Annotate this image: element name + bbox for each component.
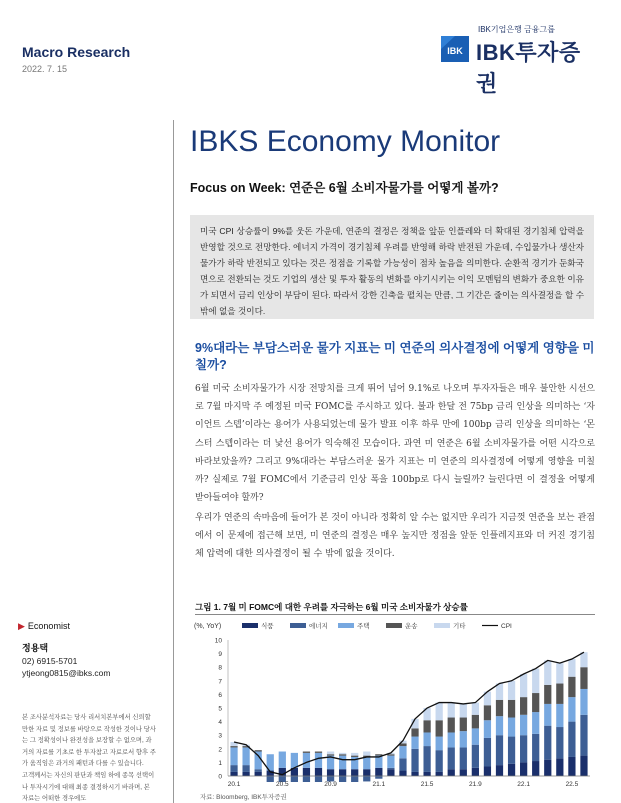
bar-segment-3 (568, 677, 575, 697)
bar-segment-3 (411, 728, 418, 736)
bar-segment-3 (508, 700, 515, 718)
author-email: ytjeong0815@ibks.com (22, 668, 111, 678)
bar-segment-1 (448, 747, 455, 769)
bar-segment-0 (556, 758, 563, 776)
bar-segment-0 (315, 768, 322, 776)
bar-segment-2 (303, 753, 310, 768)
bar-segment-2 (363, 757, 370, 769)
bar-segment-1 (267, 776, 274, 782)
bar-segment-1 (484, 738, 491, 767)
bar-segment-2 (532, 712, 539, 734)
author-phone: 02) 6915-5701 (22, 656, 78, 666)
bar-segment-1 (242, 765, 249, 772)
bar-segment-0 (508, 764, 515, 776)
bar-segment-0 (327, 769, 334, 776)
logo-mark-text: IBK (447, 46, 463, 56)
bar-segment-0 (375, 768, 382, 776)
bar-segment-0 (399, 771, 406, 776)
bar-segment-0 (351, 769, 358, 776)
legend-label-4: 기타 (453, 623, 466, 630)
logo-mark-icon (438, 34, 472, 64)
bar-segment-3 (448, 718, 455, 733)
y-tick-label: 5 (218, 705, 222, 713)
bar-segment-1 (387, 768, 394, 769)
triangle-bullet-icon: ▶ (18, 621, 25, 631)
bar-segment-0 (544, 760, 551, 776)
bar-segment-3 (423, 720, 430, 732)
bar-segment-3 (230, 746, 237, 747)
bar-segment-4 (436, 703, 443, 721)
bar-segment-1 (496, 735, 503, 765)
bar-segment-4 (327, 752, 334, 755)
bar-segment-4 (520, 674, 527, 697)
bar-segment-1 (303, 776, 310, 782)
bar-segment-2 (568, 697, 575, 721)
bar-segment-4 (580, 652, 587, 667)
bar-segment-2 (580, 689, 587, 715)
y-tick-label: 1 (218, 759, 222, 767)
cpi-line (234, 652, 584, 774)
bar-segment-0 (255, 772, 262, 776)
bar-segment-4 (472, 703, 479, 715)
x-tick-label: 22.5 (565, 781, 579, 788)
bar-segment-1 (568, 722, 575, 757)
legend-label-3: 운송 (405, 623, 418, 630)
bar-segment-2 (242, 747, 249, 765)
bar-segment-1 (291, 776, 298, 782)
bar-segment-4 (532, 669, 539, 693)
bar-segment-3 (255, 750, 262, 751)
y-tick-label: 0 (218, 773, 222, 781)
disclaimer (22, 712, 156, 803)
legend-label-1: 에너지 (309, 623, 328, 630)
bar-segment-3 (351, 756, 358, 757)
bar-segment-3 (339, 754, 346, 755)
bar-segment-1 (363, 776, 370, 781)
y-tick-label: 4 (218, 719, 222, 727)
bar-segment-0 (520, 762, 527, 776)
figure-source: 자료: Bloomberg, IBK투자증권 (200, 794, 287, 801)
legend-label-0: 식품 (261, 623, 274, 630)
bar-segment-1 (411, 749, 418, 772)
bar-segment-0 (472, 768, 479, 776)
column-divider (173, 120, 174, 803)
bar-segment-3 (556, 684, 563, 704)
bar-segment-2 (315, 753, 322, 768)
bar-segment-3 (544, 685, 551, 704)
bar-segment-3 (484, 705, 491, 720)
bar-segment-1 (460, 747, 467, 769)
focus-headline: Focus on Week: 연준은 6월 소비자물가를 어떻게 볼까? (190, 181, 499, 195)
y-tick-label: 8 (218, 664, 222, 672)
bar-segment-0 (230, 772, 237, 776)
bar-segment-1 (399, 758, 406, 770)
bar-segment-3 (375, 754, 382, 755)
bar-segment-2 (423, 732, 430, 746)
bar-segment-2 (279, 752, 286, 768)
bar-segment-1 (230, 765, 237, 772)
bar-segment-1 (351, 776, 358, 782)
bar-segment-4 (544, 660, 551, 684)
y-tick-label: 6 (218, 691, 222, 699)
legend-label-cpi: CPI (501, 623, 512, 630)
bar-segment-3 (436, 720, 443, 736)
x-tick-label: 22.1 (517, 781, 530, 788)
bar-segment-2 (448, 732, 455, 747)
bar-segment-2 (387, 756, 394, 768)
logo-tagline: IBK기업은행 금융그룹 (478, 25, 555, 34)
legend-swatch-2 (338, 623, 354, 628)
body-paragraph-1: 6월 미국 소비자물가가 시장 전망치를 크게 뛰어 넘어 9.1%로 나오며 투자자들은 매우 불안한 시선으로 7월 마지막 주 예정된 미국 FOMC를 주시하고 있다. 불과 한달 전 75bp 금리 인상을 의미하는 ‘자이언트 스텝’이라는 용어가 사용되었는데 물가 발표 이후 하루 만에 100bp 금리 인상을 의미하는 ‘몬스터 스텝이라는 더 낯선 용어가 익숙해진 모습이다. 과연 미 연준은 6월 소비자물가를 어떤 시각으로 바라보았을까? 그리고 9%대라는 부담스러운 물가 지표는 미 연준의 의사결정에 어떻게 영향을 미칠까? 실제로 7월 FOMC에서 기준금리 인상 폭을 100bp로 다시 늘릴까? 늘린다면 이 결정을 어떻게 받아들여야 할까? (195, 384, 595, 504)
bar-segment-2 (556, 704, 563, 727)
bar-segment-3 (303, 752, 310, 753)
bar-segment-3 (520, 697, 527, 715)
bar-segment-4 (568, 659, 575, 677)
bar-segment-3 (496, 700, 503, 716)
report-date: 2022. 7. 15 (22, 64, 68, 74)
bar-segment-0 (568, 757, 575, 776)
bar-segment-3 (532, 693, 539, 712)
bar-segment-2 (484, 720, 491, 738)
disclaimer-paragraph-2: 고객께서는 자신의 판단과 책임 하에 종목 선택이나 투자시기에 대해 최종 결정하시기 바라며, 본 자료는 어떠한 경우에도 (22, 771, 155, 803)
author-role-label: Economist (27, 621, 70, 631)
bar-segment-1 (255, 769, 262, 772)
report-title: IBKS Economy Monitor (190, 125, 501, 158)
bar-segment-1 (423, 746, 430, 772)
bar-segment-3 (460, 718, 467, 732)
bar-segment-2 (230, 747, 237, 765)
bar-segment-3 (580, 667, 587, 689)
bar-segment-4 (351, 753, 358, 756)
bar-segment-2 (508, 718, 515, 737)
body-paragraph-2: 우리가 연준의 속마음에 들어가 본 것이 아니라 정확히 알 수는 없지만 우리가 지금껏 연준을 보는 관점에서 이 문제에 접근해 보면, 미 연준의 결정은 매우 높지만 정점을 앞둔 인플레지표와 더 커진 경기침체 압력에 대한 의사결정이 될 수 밖에 없을 것이다. (195, 513, 595, 560)
bar-segment-3 (387, 754, 394, 755)
y-tick-label: 9 (218, 651, 222, 659)
bar-segment-0 (363, 769, 370, 776)
bar-segment-3 (327, 754, 334, 755)
figure-title: 그림 1. 7월 미 FOMC에 대한 우려를 자극하는 6월 미국 소비자물가 상승률 (195, 602, 468, 612)
bar-segment-1 (339, 776, 346, 782)
y-tick-label: 3 (218, 732, 222, 740)
cpi-chart (190, 616, 600, 792)
bar-segment-1 (544, 726, 551, 760)
y-tick-label: 10 (214, 637, 222, 645)
x-tick-label: 21.5 (420, 781, 434, 788)
bar-segment-1 (556, 727, 563, 758)
bar-segment-0 (436, 772, 443, 776)
bar-segment-2 (496, 716, 503, 735)
figure-rule (195, 614, 595, 615)
x-tick-label: 20.1 (227, 781, 241, 788)
bar-segment-2 (544, 704, 551, 726)
bar-segment-0 (484, 766, 491, 776)
summary-box: 미국 CPI 상승률이 9%를 웃돈 가운데, 연준의 결정은 정책을 앞둔 인플레와 더 확대된 경기침체 압력을 반영할 것으로 전망한다. 에너지 가격이 경기침체 우려를 반영해 하락 반전된 가운데, 수입물가나 생산자물가가 하락 반전되고 있다는 것은 정점을 기록할 가능성이 점차 높음을 의미한다. 순환적 경기가 둔화국면으로 전환되는 것도 기업의 생산 및 투자 활동의 변화를 야기시키는 이익 모멘텀의 변화가 중요한 이유가 되면서 금리 인상이 부담이 된다. 따라서 강한 긴축을 펼치는 만큼, 그 기간은 줄이는 의사결정을 할 수 밖에 없을 것이다. (190, 215, 594, 319)
x-tick-label: 20.5 (275, 781, 289, 788)
company-logo (438, 22, 598, 96)
bar-segment-2 (411, 737, 418, 749)
bar-segment-0 (448, 769, 455, 776)
legend-swatch-1 (290, 623, 306, 628)
bar-segment-1 (436, 750, 443, 772)
bar-segment-0 (387, 769, 394, 776)
bar-segment-2 (291, 753, 298, 768)
x-tick-label: 20.9 (324, 781, 337, 788)
bar-segment-4 (339, 753, 346, 754)
bar-segment-2 (472, 728, 479, 744)
bar-segment-0 (242, 772, 249, 776)
disclaimer-paragraph-1: 본 조사분석자료는 당사 리서치본부에서 신뢰할 만한 자료 및 정보를 바탕으로 작성한 것이나 당사는 그 정확성이나 완전성을 보장할 수 없으며, 과거의 자료를 기초로 한 투자참고 자료로서 향후 주가 움직임은 과거의 패턴과 다를 수 있습니다. (22, 714, 156, 768)
chart-unit-label: (%, YoY) (194, 623, 222, 630)
bar-segment-1 (472, 745, 479, 768)
bar-segment-0 (580, 756, 587, 776)
author-name: 정용택 (22, 643, 49, 653)
bar-segment-2 (520, 715, 527, 735)
bar-segment-1 (532, 734, 539, 761)
y-tick-label: 2 (218, 746, 222, 754)
bar-segment-4 (556, 663, 563, 683)
brand-title: Macro Research (22, 44, 131, 60)
x-tick-label: 21.9 (469, 781, 482, 788)
bar-segment-2 (460, 731, 467, 747)
bar-segment-4 (363, 752, 370, 756)
bar-segment-4 (508, 681, 515, 700)
legend-swatch-3 (386, 623, 402, 628)
author-role (18, 621, 70, 632)
x-tick-label: 21.1 (372, 781, 386, 788)
bar-segment-1 (508, 737, 515, 764)
bar-segment-1 (580, 715, 587, 756)
bar-segment-4 (460, 704, 467, 718)
bar-segment-0 (423, 772, 430, 776)
bar-segment-1 (315, 776, 322, 782)
legend-swatch-0 (242, 623, 258, 628)
bar-segment-2 (399, 746, 406, 758)
section-title: 9%대라는 부담스러운 물가 지표는 미 연준의 의사결정에 어떻게 영향을 미칠까? (195, 341, 595, 372)
bar-segment-1 (520, 735, 527, 762)
bar-segment-3 (472, 715, 479, 729)
bar-segment-1 (375, 776, 382, 779)
bar-segment-4 (448, 703, 455, 718)
bar-segment-0 (411, 772, 418, 776)
bar-segment-0 (460, 769, 467, 776)
bar-segment-0 (496, 765, 503, 776)
bar-segment-2 (339, 756, 346, 770)
legend-label-2: 주택 (357, 623, 370, 630)
legend-swatch-4 (434, 623, 450, 628)
bar-segment-3 (315, 752, 322, 753)
logo-name: IBK투자증권 (476, 40, 581, 96)
y-tick-label: 7 (218, 678, 222, 686)
bar-segment-0 (303, 768, 310, 776)
bar-segment-0 (339, 769, 346, 776)
bar-segment-0 (532, 761, 539, 776)
bar-segment-2 (436, 737, 443, 751)
